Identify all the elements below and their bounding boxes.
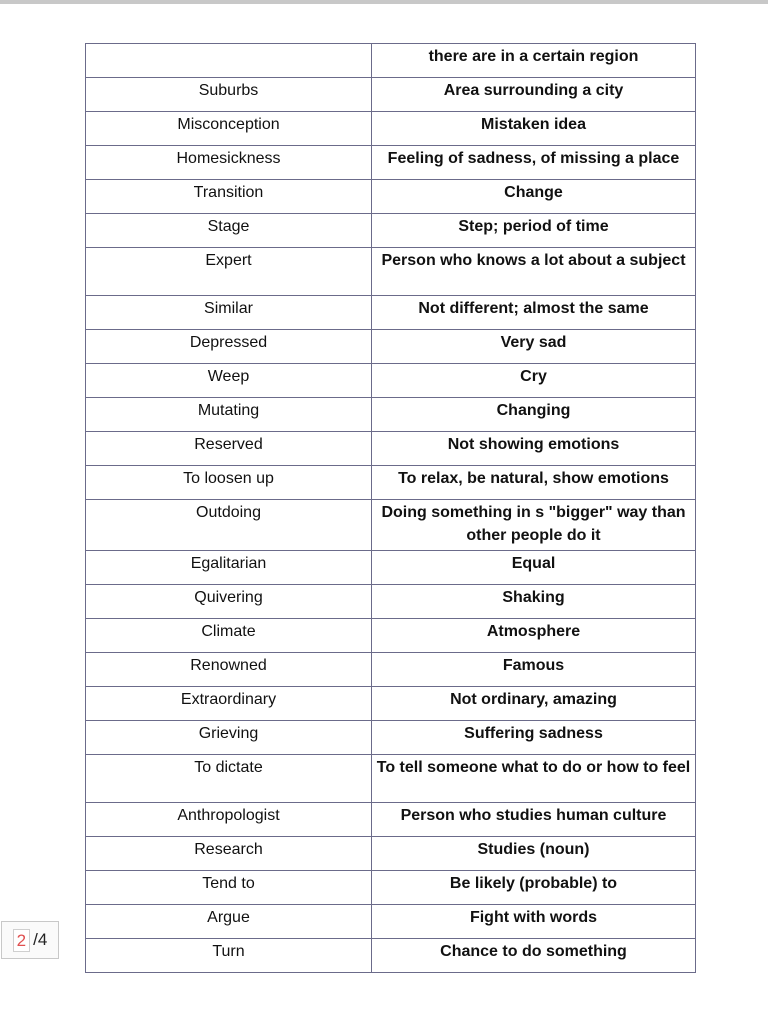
current-page-input[interactable]: 2 xyxy=(13,929,30,952)
table-row xyxy=(86,44,696,78)
table-row xyxy=(86,296,696,330)
table-row xyxy=(86,500,696,551)
table-row xyxy=(86,619,696,653)
table-row xyxy=(86,146,696,180)
table-row xyxy=(86,803,696,837)
term-cell: Stage xyxy=(86,214,372,248)
definition-cell: Fight with words xyxy=(372,905,696,939)
term-cell: Tend to xyxy=(86,871,372,905)
definition-cell: Feeling of sadness, of missing a place xyxy=(372,146,696,180)
term-cell: Research xyxy=(86,837,372,871)
table-row xyxy=(86,551,696,585)
term-cell: To dictate xyxy=(86,755,372,803)
table-row xyxy=(86,330,696,364)
table-row xyxy=(86,214,696,248)
table-row xyxy=(86,248,696,296)
table-row xyxy=(86,585,696,619)
vocabulary-table-body xyxy=(86,44,696,973)
term-cell: Similar xyxy=(86,296,372,330)
definition-cell: Not different; almost the same xyxy=(372,296,696,330)
term-cell: Suburbs xyxy=(86,78,372,112)
definition-cell: Changing xyxy=(372,398,696,432)
definition-cell: Famous xyxy=(372,653,696,687)
table-row xyxy=(86,466,696,500)
term-cell: Reserved xyxy=(86,432,372,466)
term-cell: To loosen up xyxy=(86,466,372,500)
table-row xyxy=(86,180,696,214)
term-cell xyxy=(86,44,372,78)
term-cell: Turn xyxy=(86,939,372,973)
definition-cell: Be likely (probable) to xyxy=(372,871,696,905)
term-cell: Outdoing xyxy=(86,500,372,551)
definition-cell: Cry xyxy=(372,364,696,398)
definition-cell: Not showing emotions xyxy=(372,432,696,466)
definition-cell: Step; period of time xyxy=(372,214,696,248)
vocabulary-table xyxy=(85,43,696,973)
table-row xyxy=(86,432,696,466)
term-cell: Renowned xyxy=(86,653,372,687)
table-row xyxy=(86,78,696,112)
table-row xyxy=(86,721,696,755)
table-row xyxy=(86,364,696,398)
definition-cell: To tell someone what to do or how to feel xyxy=(372,755,696,803)
term-cell: Extraordinary xyxy=(86,687,372,721)
table-row xyxy=(86,939,696,973)
table-row xyxy=(86,837,696,871)
definition-cell: Area surrounding a city xyxy=(372,78,696,112)
term-cell: Egalitarian xyxy=(86,551,372,585)
term-cell: Misconception xyxy=(86,112,372,146)
table-row xyxy=(86,905,696,939)
term-cell: Weep xyxy=(86,364,372,398)
definition-cell: Chance to do something xyxy=(372,939,696,973)
definition-cell: To relax, be natural, show emotions xyxy=(372,466,696,500)
table-row xyxy=(86,755,696,803)
definition-cell: Mistaken idea xyxy=(372,112,696,146)
term-cell: Grieving xyxy=(86,721,372,755)
term-cell: Quivering xyxy=(86,585,372,619)
term-cell: Anthropologist xyxy=(86,803,372,837)
definition-cell: Change xyxy=(372,180,696,214)
definition-cell: Equal xyxy=(372,551,696,585)
top-divider xyxy=(0,0,768,4)
term-cell: Depressed xyxy=(86,330,372,364)
table-row xyxy=(86,653,696,687)
definition-cell: Atmosphere xyxy=(372,619,696,653)
page-indicator xyxy=(1,921,59,959)
term-cell: Transition xyxy=(86,180,372,214)
term-cell: Homesickness xyxy=(86,146,372,180)
definition-cell: there are in a certain region xyxy=(372,44,696,78)
term-cell: Mutating xyxy=(86,398,372,432)
definition-cell: Very sad xyxy=(372,330,696,364)
term-cell: Argue xyxy=(86,905,372,939)
definition-cell: Person who studies human culture xyxy=(372,803,696,837)
table-row xyxy=(86,398,696,432)
table-row xyxy=(86,687,696,721)
term-cell: Climate xyxy=(86,619,372,653)
table-row xyxy=(86,871,696,905)
table-row xyxy=(86,112,696,146)
definition-cell: Shaking xyxy=(372,585,696,619)
total-pages-label: /4 xyxy=(33,930,48,949)
definition-cell: Not ordinary, amazing xyxy=(372,687,696,721)
term-cell: Expert xyxy=(86,248,372,296)
definition-cell: Doing something in s "bigger" way than other people do it xyxy=(372,500,696,551)
definition-cell: Person who knows a lot about a subject xyxy=(372,248,696,296)
definition-cell: Studies (noun) xyxy=(372,837,696,871)
definition-cell: Suffering sadness xyxy=(372,721,696,755)
